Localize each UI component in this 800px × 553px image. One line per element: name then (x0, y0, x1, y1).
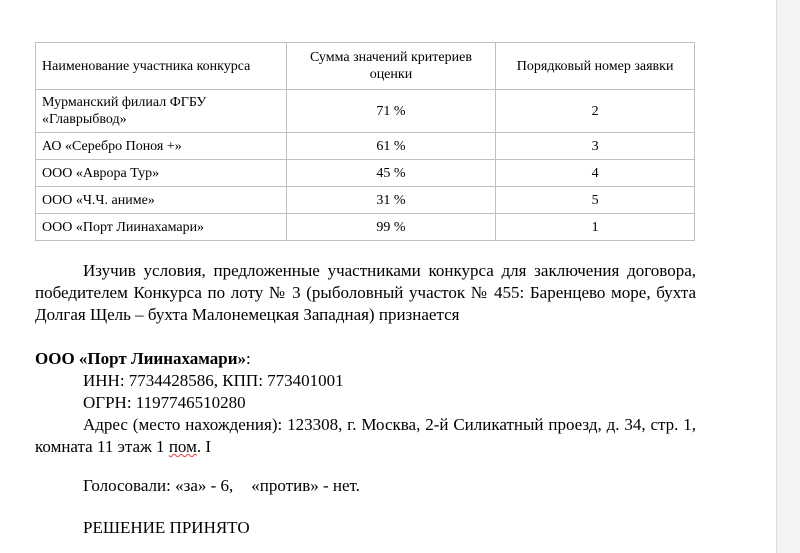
address-text: Адрес (место нахождения): 123308, г. Москва, 2-й Силикатный проезд, д. 34, стр. 1, комната 11 этаж 1 (35, 415, 696, 456)
participant-name: ООО «Аврора Тур» (36, 160, 287, 187)
header-score: Сумма значений критериев оценки (286, 43, 496, 90)
application-number: 1 (496, 214, 695, 241)
page-gutter (776, 0, 800, 553)
inn-kpp-line: ИНН: 7734428586, КПП: 773401001 (83, 371, 344, 390)
address-line (35, 414, 696, 458)
participant-score: 61 % (286, 133, 496, 160)
table-row (36, 187, 695, 214)
participant-score: 45 % (286, 160, 496, 187)
participant-name: АО «Серебро Поноя +» (36, 133, 287, 160)
participant-name: ООО «Ч.Ч. аниме» (36, 187, 287, 214)
application-number: 5 (496, 187, 695, 214)
misspelled-word: пом (168, 437, 197, 456)
vote-line (83, 475, 696, 497)
participant-name: Мурманский филиал ФГБУ «Главрыбвод» (36, 90, 287, 133)
application-number: 4 (496, 160, 695, 187)
participant-score: 71 % (286, 90, 496, 133)
application-number: 3 (496, 133, 695, 160)
address-tail: . I (196, 437, 212, 456)
vote-against: «против» - нет. (251, 476, 360, 495)
header-participant: Наименование участника конкурса (36, 43, 287, 90)
application-number: 2 (496, 90, 695, 133)
table-row (36, 133, 695, 160)
header-application-number: Порядковый номер заявки (496, 43, 695, 90)
results-table (35, 42, 695, 241)
winner-colon: : (246, 349, 251, 368)
table-header-row (36, 43, 695, 90)
winner-label: ООО «Порт Лиинахамари» (35, 349, 247, 368)
participant-score: 99 % (286, 214, 496, 241)
ogrn-line: ОГРН: 1197746510280 (83, 393, 246, 412)
participant-name: ООО «Порт Лиинахамари» (36, 214, 287, 241)
table-row (36, 214, 695, 241)
table-row (36, 160, 695, 187)
decision-paragraph: Изучив условия, предложенные участниками конкурса для заключения договора, победителем Конкурса по лоту № 3 (рыболовный участок № 455: Баренцево море, бухта Долгая Щель – бухта Малонемецкая Западная) признается (35, 261, 696, 324)
winner-name (35, 348, 696, 370)
decision-accepted: РЕШЕНИЕ ПРИНЯТО (83, 518, 250, 537)
participant-score: 31 % (286, 187, 496, 214)
table-row (36, 90, 695, 133)
vote-for: Голосовали: «за» - 6, (83, 476, 234, 495)
